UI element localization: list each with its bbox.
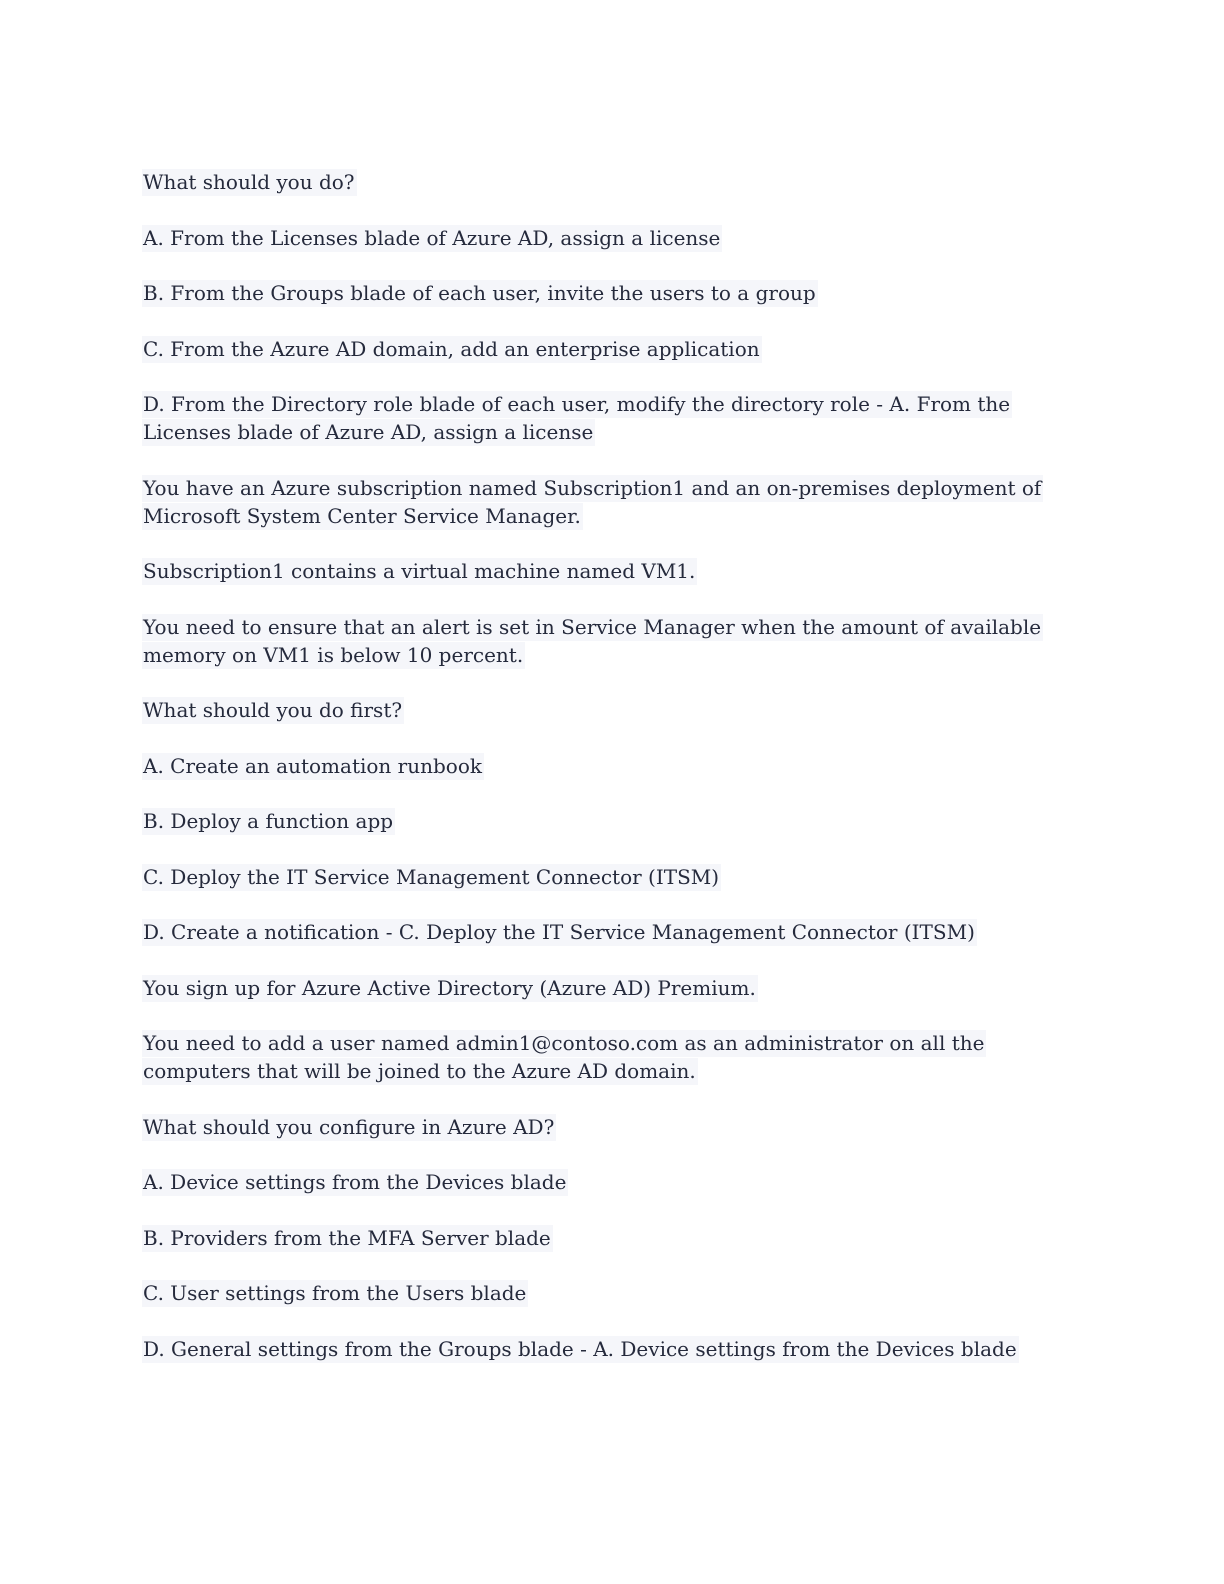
answer-option: C. From the Azure AD domain, add an enterprise application [143, 336, 760, 361]
question-context: You sign up for Azure Active Directory (Azure AD) Premium. [143, 975, 756, 1000]
answer-option-with-key: D. General settings from the Groups blade - A. Device settings from the Devices blade [143, 1336, 1017, 1361]
question-context: You need to ensure that an alert is set in Service Manager when the amount of available memory on VM1 is below 10 percent. [143, 614, 1042, 667]
question-prompt: What should you do? [143, 170, 355, 194]
answer-option: A. Create an automation runbook [143, 753, 482, 778]
answer-option: C. Deploy the IT Service Management Connector (ITSM) [143, 864, 720, 889]
question-prompt: What should you configure in Azure AD? [143, 1114, 555, 1139]
question-context: Subscription1 contains a virtual machine named VM1. [143, 559, 696, 583]
question-prompt: What should you do first? [143, 698, 403, 722]
answer-option: A. From the Licenses blade of Azure AD, assign a license [143, 225, 721, 250]
answer-option: B. Deploy a function app [143, 809, 394, 833]
answer-option: B. Providers from the MFA Server blade [143, 1225, 551, 1250]
answer-option: C. User settings from the Users blade [143, 1281, 527, 1305]
question-context: You need to add a user named admin1@contoso.com as an administrator on all the computers that will be joined to the Azure AD domain. [143, 1031, 985, 1083]
document-body [142, 168, 1052, 1390]
question-context: You have an Azure subscription named Subscription1 and an on-premises deployment of Microsoft System Center Service Manager. [143, 475, 1042, 528]
answer-option-with-key: D. Create a notification - C. Deploy the IT Service Management Connector (ITSM) [143, 920, 975, 944]
answer-option: B. From the Groups blade of each user, invite the users to a group [143, 281, 816, 305]
answer-option: A. Device settings from the Devices blade [143, 1170, 567, 1194]
answer-option-with-key: D. From the Directory role blade of each user, modify the directory role - A. From the Licenses blade of Azure AD, assign a license [143, 392, 1011, 444]
